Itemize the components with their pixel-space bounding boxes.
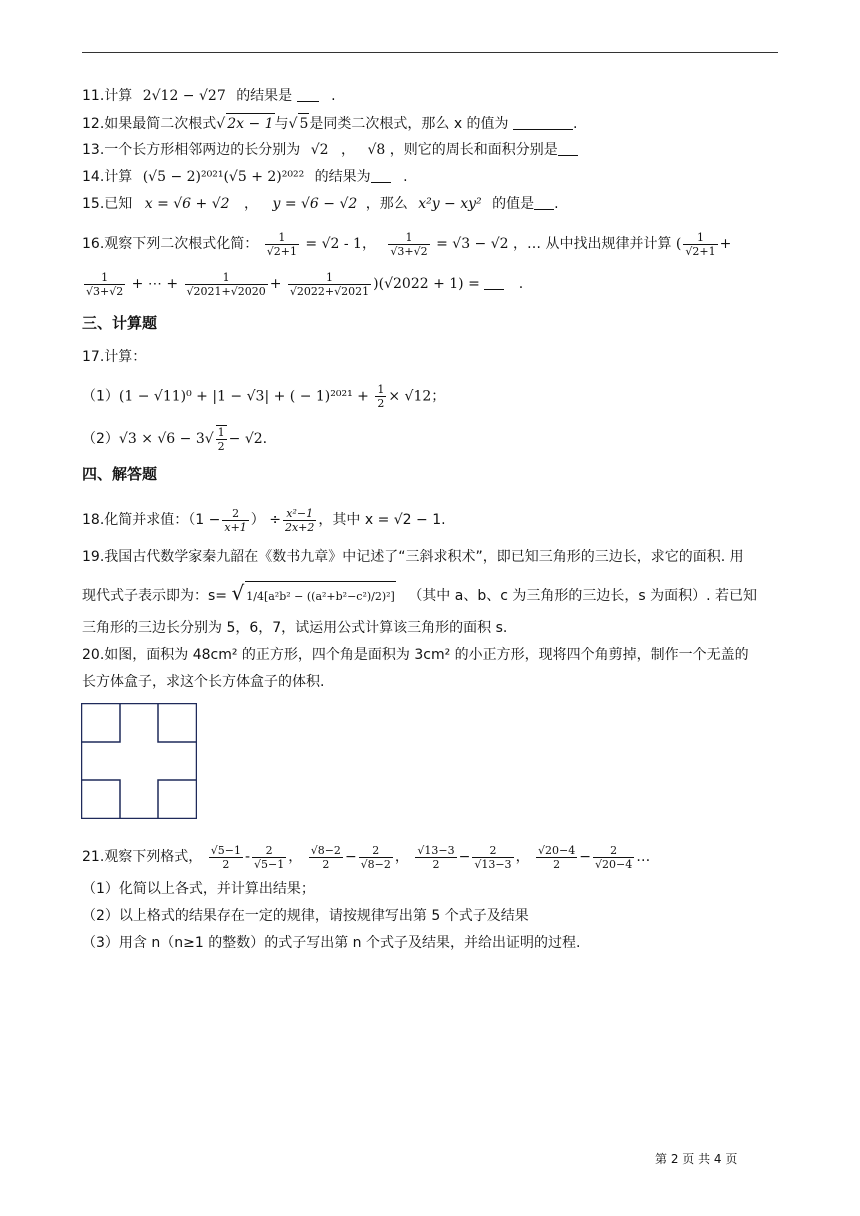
q16-prefix: 16.观察下列二次根式化简： — [82, 236, 259, 252]
q21-sub-2: （2）以上格式的结果存在一定的规律，请按规律写出第 5 个式子及结果 — [82, 908, 529, 924]
q19-formula: 1/4[a²b² − ((a²+b²−c²)/2)²] — [245, 581, 396, 612]
question-15: 15.已知 x = √6 + √2 ， y = √6 − √2 ，那么 x²y − xy² 的值是 . — [82, 196, 559, 212]
page-footer: 第 2 页 共 4 页 — [655, 1152, 738, 1166]
q16-term-3: $\frac{1}{√2021+√2020}$ — [186, 270, 266, 298]
q12-suffix: 是同类二次根式，那么 x 的值为 — [309, 116, 509, 132]
q16-term-4: $\frac{1}{√2022+√2021}$ — [289, 270, 370, 298]
q11-suffix: 的结果是 — [236, 88, 293, 104]
q15-prefix: 15.已知 — [82, 196, 133, 212]
question-12: 12.如果最简二次根式√ 2x − 1与√ 5是同类二次根式，那么 x 的值为 . — [82, 113, 577, 134]
question-11: 11.计算 2√12 − √27 的结果是 . — [82, 88, 336, 104]
q15-answer-blank[interactable] — [534, 195, 554, 210]
question-19: 19.我国古代数学家秦九韶在《数书九章》中记述了“三斜求积术”，即已知三角形的三边长，求它的面积. 用 — [82, 549, 744, 565]
q19-line-3: 三角形的三边长分别为 5，6，7，试运用公式计算该三角形的面积 s. — [82, 620, 508, 636]
question-14: 14.计算 (√5 − 2)²⁰²¹(√5 + 2)²⁰²² 的结果为 . — [82, 169, 408, 185]
q16-term-1: $\frac{1}{√2+1}$ — [685, 230, 716, 258]
q19-line-2: 现代式子表示即为：s= √ 1/4[a²b² − ((a²+b²−c²)/2)²] （其中 a、b、c 为三角形的三边长，s 为面积）. 若已知 — [82, 578, 757, 612]
question-20: 20.如图，面积为 48cm² 的正方形，四个角是面积为 3cm² 的小正方形，现将四个角剪掉，制作一个无盖的 — [82, 647, 749, 663]
q15-suffix: 的值是 — [492, 196, 535, 212]
q14-answer-blank[interactable] — [371, 168, 391, 183]
q14-suffix: 的结果为 — [314, 169, 371, 185]
q12-answer-blank[interactable] — [513, 115, 573, 130]
q12-prefix: 12.如果最简二次根式 — [82, 116, 217, 132]
section-3-title: 三、计算题 — [82, 314, 158, 332]
question-16-line-2: $\frac{1}{√3+√2}$ + ⋯ + $\frac{1}{√2021+√2020}$ + $\frac{1}{√2022+√2021}$ )(√2022 + 1) = . — [86, 270, 524, 298]
q11-prefix: 11.计算 — [82, 88, 133, 104]
q12-radicand-1: 2x − 1 — [226, 113, 274, 134]
q13-prefix: 13.一个长方形相邻两边的长分别为 — [82, 142, 301, 158]
q11-answer-blank[interactable] — [297, 87, 319, 102]
q12-radicand-2: 5 — [298, 113, 309, 134]
q20-line-2: 长方体盒子，求这个长方体盒子的体积. — [82, 674, 325, 690]
q17-part-2: （2）√3 × √6 − 3√ $\frac{1}{2}$ − √2. — [82, 426, 268, 453]
question-16: 16.观察下列二次根式化简： $\frac{1}{√2+1}$ = √2 - 1， $\frac{1}{√3+√2}$ = √3 − √2 ，… 从中找出规律并计算 ( $\frac{1}{√2+1}$ + — [82, 230, 732, 258]
q14-expression: (√5 − 2)²⁰²¹(√5 + 2)²⁰²² — [142, 169, 305, 185]
q21-sub-1: （1）化简以上各式，并计算出结果； — [82, 881, 315, 897]
header-rule — [82, 52, 778, 53]
q14-prefix: 14.计算 — [82, 169, 133, 185]
question-17: 17.计算： — [82, 349, 147, 365]
section-4-title: 四、解答题 — [82, 465, 158, 483]
q17-part-1: （1）(1 − √11)⁰ + |1 − √3| + ( − 1)²⁰²¹ + $\frac{1}{2}$ × √12； — [82, 383, 446, 410]
q21-sub-3: （3）用含 n（n≥1 的整数）的式子写出第 n 个式子及结果，并给出证明的过程. — [82, 935, 581, 951]
question-18: 18.化简并求值：（1 − $\frac{2}{x+1}$ ） ÷ $\frac{\text{x²−1}}{2x+2}$ ，其中 x = √2 − 1. — [82, 506, 446, 534]
q11-expression: 2√12 − √27 — [142, 88, 226, 104]
q16-answer-blank[interactable] — [484, 275, 504, 290]
q13-answer-blank[interactable] — [558, 141, 578, 156]
q16-term-2: $\frac{1}{√3+√2}$ — [86, 270, 124, 298]
cross-cutout-figure — [81, 703, 197, 819]
question-13: 13.一个长方形相邻两边的长分别为 √2 ， √8 ，则它的周长和面积分别是 — [82, 140, 578, 160]
q13-suffix: ，则它的周长和面积分别是 — [389, 142, 558, 158]
question-21: 21.观察下列格式， $\frac{√5-1}{2}$ - $\frac{2}{√5-1}$ ， $\frac{√8-2}{2}$ − $\frac{2}{√8-2}$ ， $\frac{√13-3}{2}$ − $\frac{2}{√13-3}$ ， $\frac{√20-4}{2}$ − $\frac{2}{√20-4}$ … — [82, 843, 651, 871]
